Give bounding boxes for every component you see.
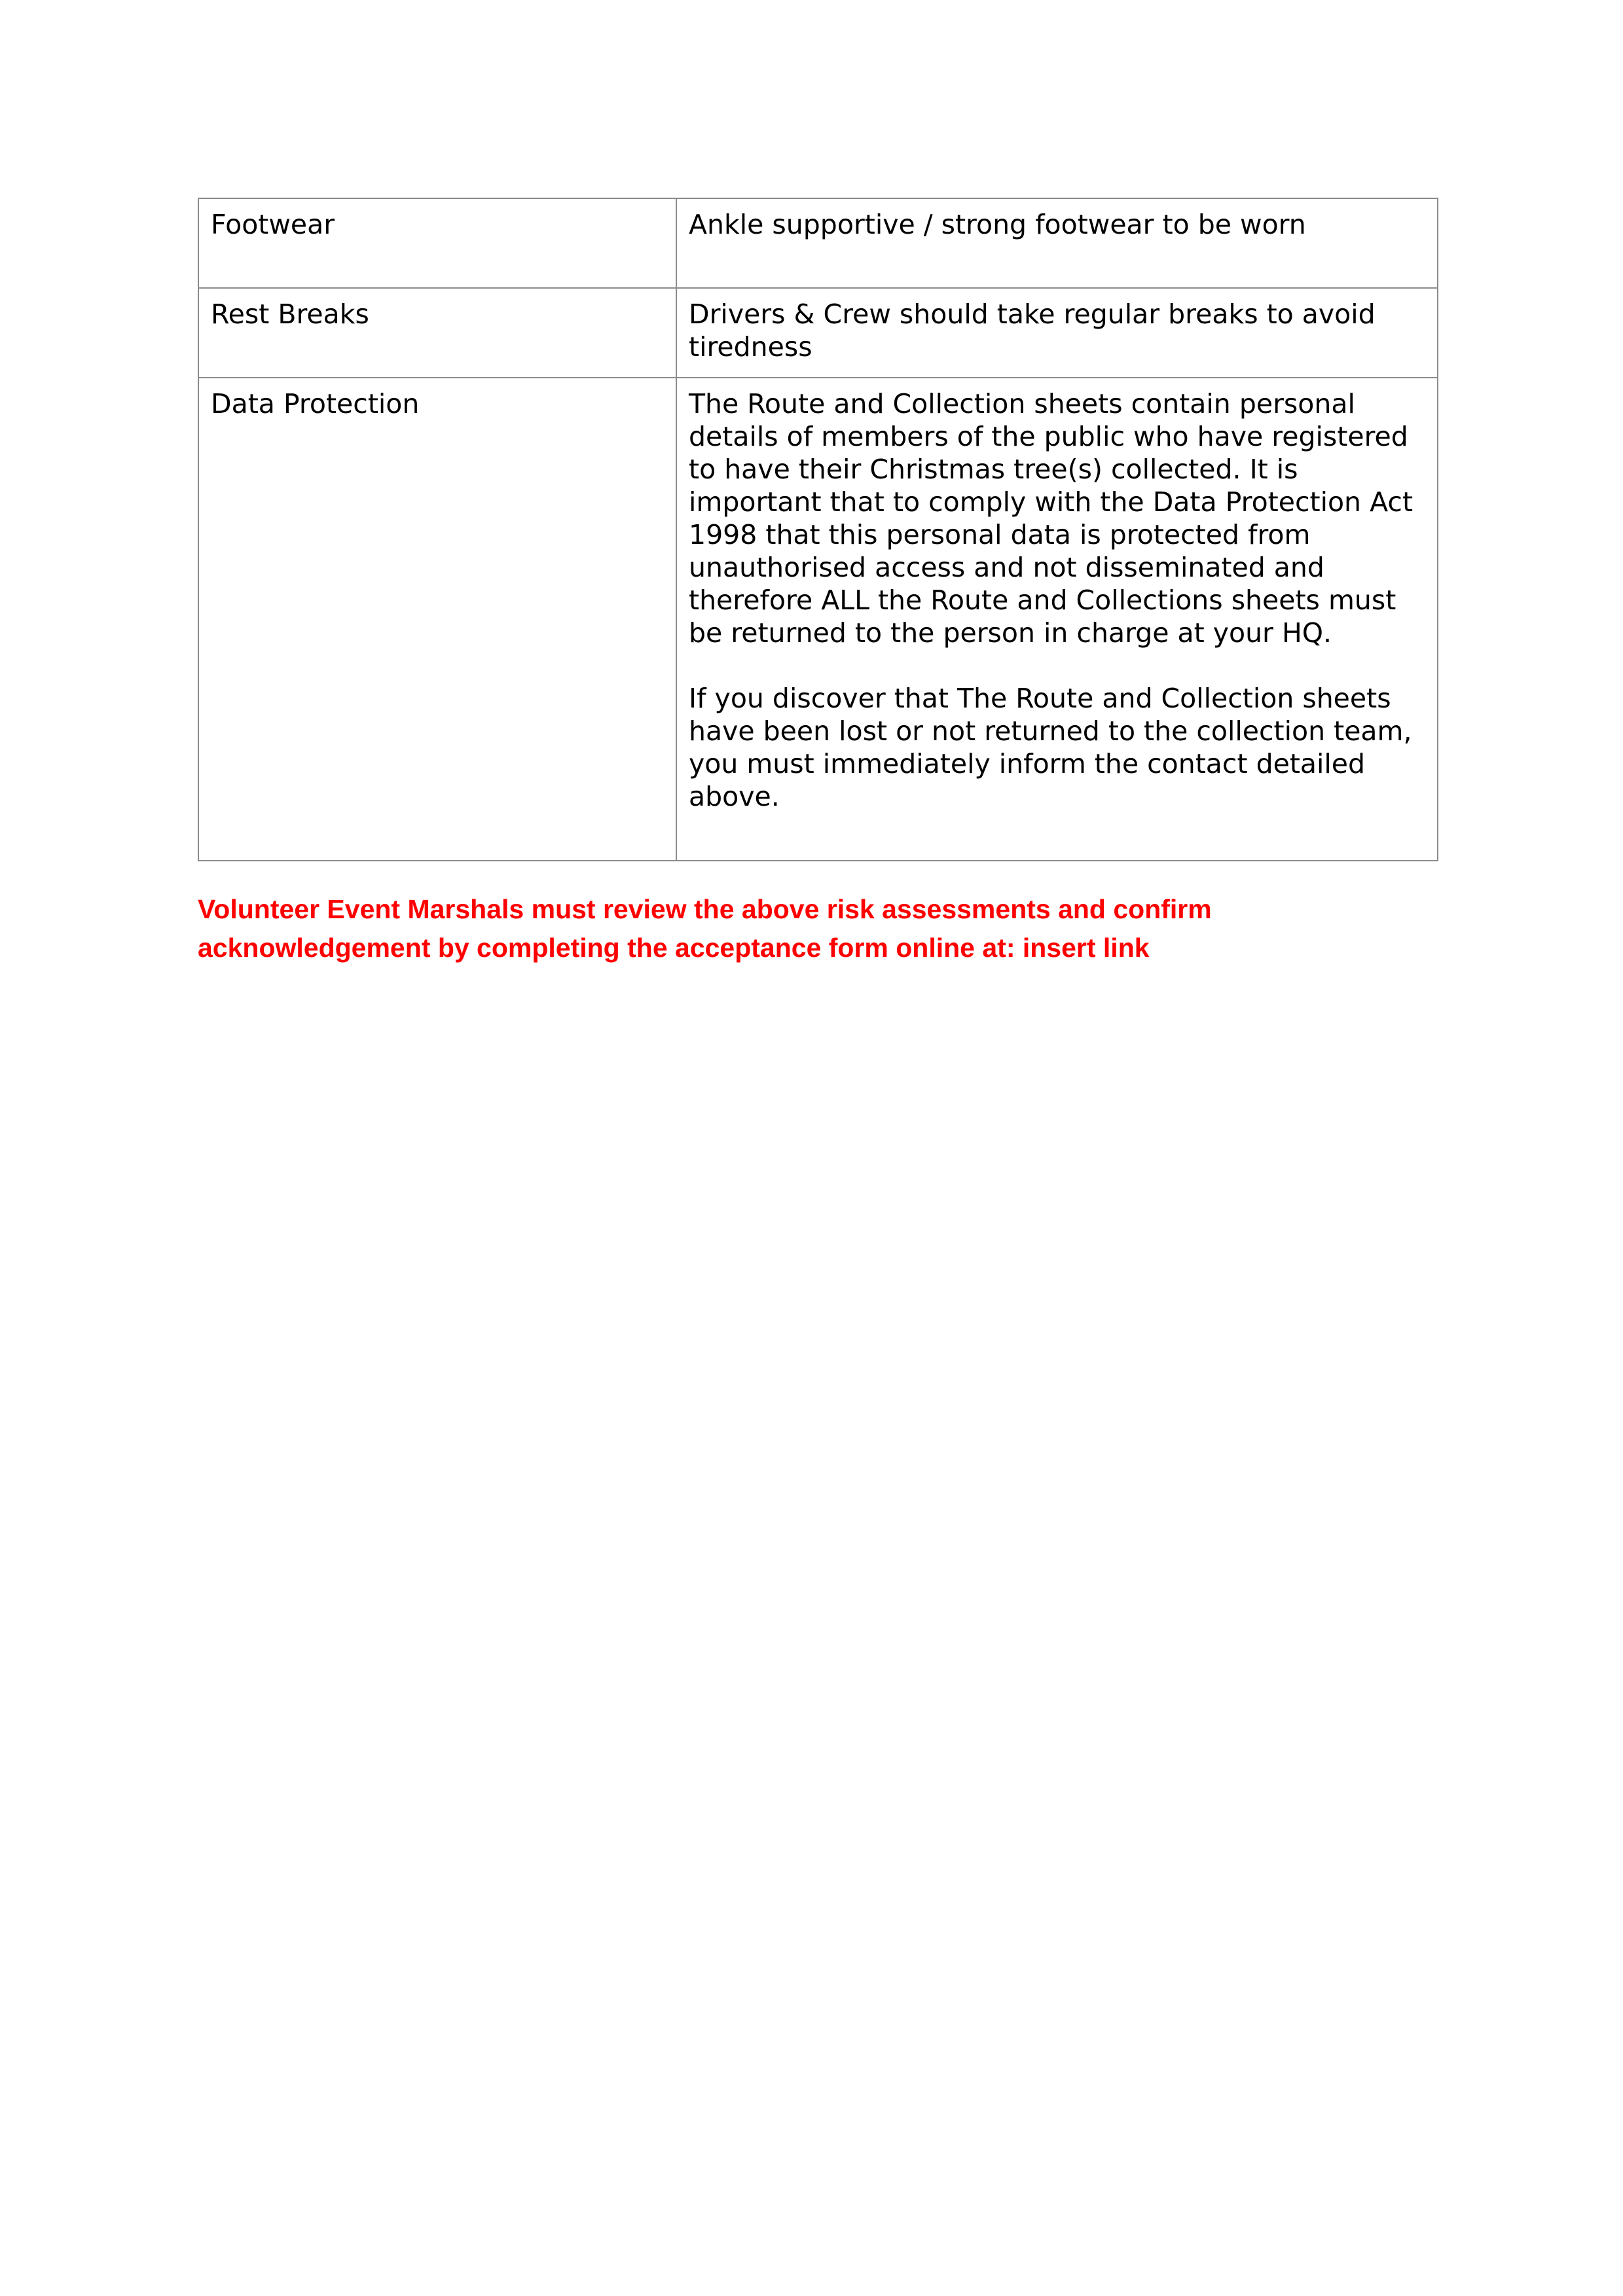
risk-assessment-table (198, 198, 1438, 861)
table-row-rest-breaks (198, 288, 1438, 378)
row-details (676, 198, 1438, 288)
detail-paragraph: Drivers & Crew should take regular breaks to avoid tiredness (689, 298, 1376, 363)
row-label: Data Protection (198, 378, 676, 861)
row-details (676, 378, 1438, 861)
row-label: Footwear (198, 198, 676, 288)
acknowledgement-notice: Volunteer Event Marshals must review the above risk assessments and confirm acknowledgement by completing the acceptance form online at: insert link (198, 894, 1212, 963)
detail-paragraph: The Route and Collection sheets contain personal details of members of the public who have registered to have their Christmas tree(s) collected. It is important that to comply with the Data Protection Act 1998 that this personal data is protected from unauthorised access and not disseminated and therefore ALL the Route and Collections sheets must be returned to the person in charge at your HQ. (689, 388, 1413, 649)
table-row-footwear (198, 198, 1438, 288)
detail-paragraph: If you discover that The Route and Collection sheets have been lost or not returned to the collection team, you must immediately inform the contact detailed above. (689, 683, 1412, 812)
table-row-data-protection (198, 378, 1438, 861)
row-details (676, 288, 1438, 378)
detail-paragraph: Ankle supportive / strong footwear to be worn (689, 209, 1306, 240)
row-label: Rest Breaks (198, 288, 676, 378)
